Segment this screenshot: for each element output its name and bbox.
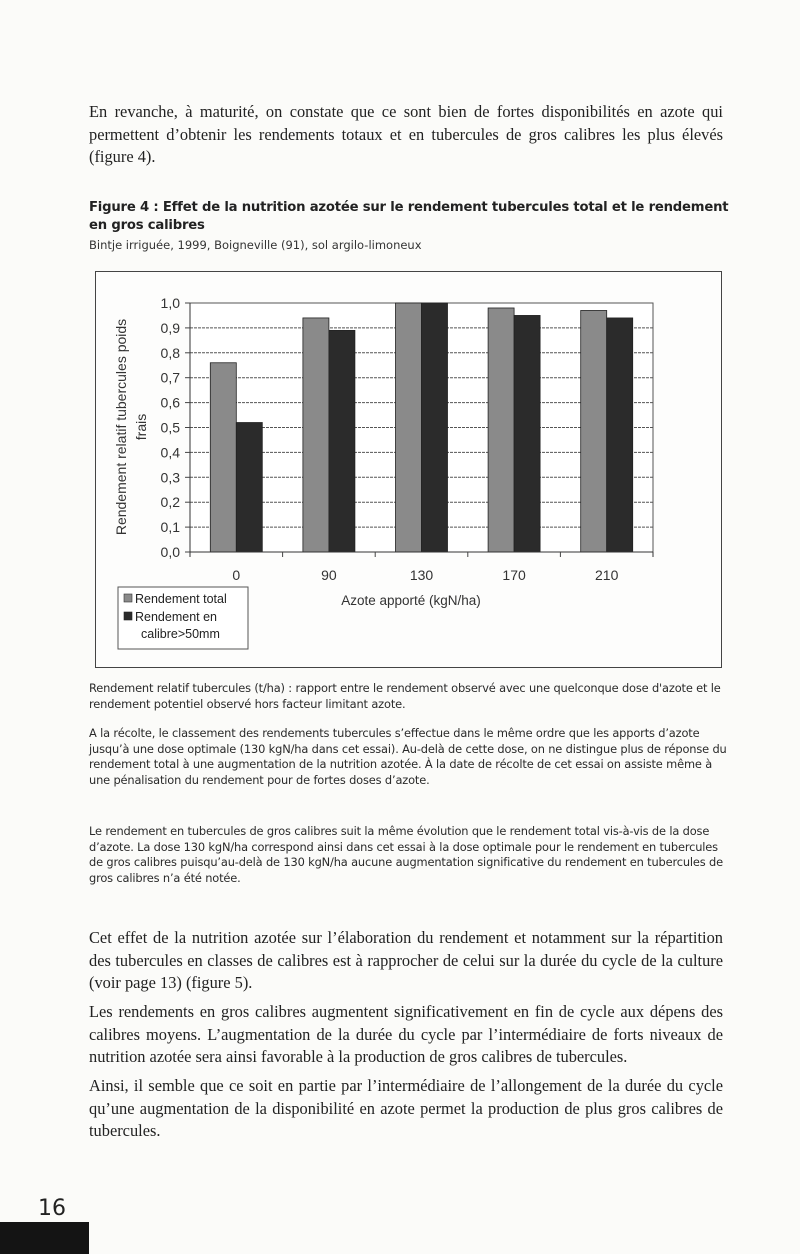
x-tick-label: 0 [232, 567, 241, 583]
y-axis-title [113, 319, 149, 535]
y-tick-label: 0,5 [160, 419, 180, 436]
x-tick-label: 170 [502, 567, 526, 583]
figure-subtitle: Bintje irriguée, 1999, Boigneville (91), sol argilo-limoneux [89, 238, 422, 252]
bar [210, 363, 236, 552]
figure-frame [95, 271, 722, 668]
legend-label: calibre>50mm [141, 627, 220, 641]
legend-label: Rendement en [135, 610, 218, 624]
y-axis-ticks [161, 295, 190, 560]
page-number-bar [0, 1222, 89, 1254]
body-paragraph-1: Cet effet de la nutrition azotée sur l’élaboration du rendement et notamment sur la répartition des tubercules en classes de calibres est à rapprocher de celui sur la durée du cycle de la culture (voir page 13) (figure 5). [89, 928, 723, 992]
y-tick-label: 0,6 [160, 394, 180, 411]
bar [514, 315, 540, 552]
note-large-calibres: Le rendement en tubercules de gros calibres suit la même évolution que le rendement total vis-à-vis de la dose d’azote. La dose 130 kgN/ha correspond ainsi dans cet essai à la dose optimale pour le rendement en tubercules de gros calibres puisqu’au-delà de 130 kgN/ha aucune augmentation significative du rendement en tubercules de gros calibres n’a été notée. [89, 824, 723, 885]
y-tick-label: 0,1 [160, 519, 180, 536]
bar [607, 318, 633, 552]
figure-title: Figure 4 : Effet de la nutrition azotée sur le rendement tubercules total et le rendement en gros calibres [89, 200, 729, 233]
body-paragraph-2: Les rendements en gros calibres augmentent significativement en fin de cycle aux dépens des calibres moyens. L’augmentation de la durée du cycle par l’intermédiaire de forts niveaux de nutrition azotée sera ainsi favorable à la production de gros calibres de tubercules. [89, 1002, 723, 1066]
bar [488, 308, 514, 552]
intro-paragraph: En revanche, à maturité, on constate que ce sont bien de fortes disponibilités en azote qui permettent d’obtenir les rendements totaux et en tubercules de gros calibres les plus élevés (figure 4). [89, 102, 723, 166]
page-number: 16 [38, 1196, 66, 1221]
y-tick-label: 0,4 [160, 444, 180, 461]
y-tick-label: 0,8 [160, 344, 180, 361]
bar [422, 303, 448, 552]
y-tick-label: 0,3 [160, 469, 180, 486]
bar [581, 310, 607, 552]
svg-text:frais: frais [133, 413, 149, 441]
bar [329, 330, 355, 552]
chart-legend [118, 587, 248, 649]
bar [396, 303, 422, 552]
bar-chart [96, 272, 720, 666]
y-tick-label: 0,9 [160, 319, 180, 336]
x-tick-label: 90 [321, 567, 337, 583]
y-tick-label: 1,0 [160, 295, 180, 311]
x-axis-ticks [232, 552, 618, 583]
y-tick-label: 0,2 [160, 494, 180, 511]
note-harvest: A la récolte, le classement des rendements tubercules s’effectue dans le même ordre que les apports d’azote jusqu’à une dose optimale (130 kgN/ha dans cet essai). Au-delà de cette dose, on ne distingue plus de réponse du rendement total à une augmentation de la nutrition azotée. À la date de récolte de cet essai on assiste même à une pénalisation du rendement pour de fortes doses d’azote. [89, 726, 727, 787]
x-tick-label: 130 [409, 567, 434, 583]
body-paragraph-3: Ainsi, il semble que ce soit en partie par l’intermédiaire de l’allongement de la durée du cycle qu’une augmentation de la disponibilité en azote permet la production de plus gros calibres de tubercules. [89, 1076, 723, 1140]
bar [303, 318, 329, 552]
svg-text:Rendement relatif tubercules p: Rendement relatif tubercules poids [113, 318, 129, 536]
legend-label: Rendement total [135, 592, 227, 606]
y-tick-label: 0,0 [160, 544, 180, 560]
x-tick-label: 210 [595, 567, 619, 583]
note-definition: Rendement relatif tubercules (t/ha) : rapport entre le rendement observé avec une quelconque dose d'azote et le rendement potentiel observé hors facteur limitant azote. [89, 681, 721, 711]
x-axis-title: Azote apporté (kgN/ha) [341, 593, 481, 608]
bar [236, 423, 262, 552]
y-tick-label: 0,7 [160, 369, 180, 386]
